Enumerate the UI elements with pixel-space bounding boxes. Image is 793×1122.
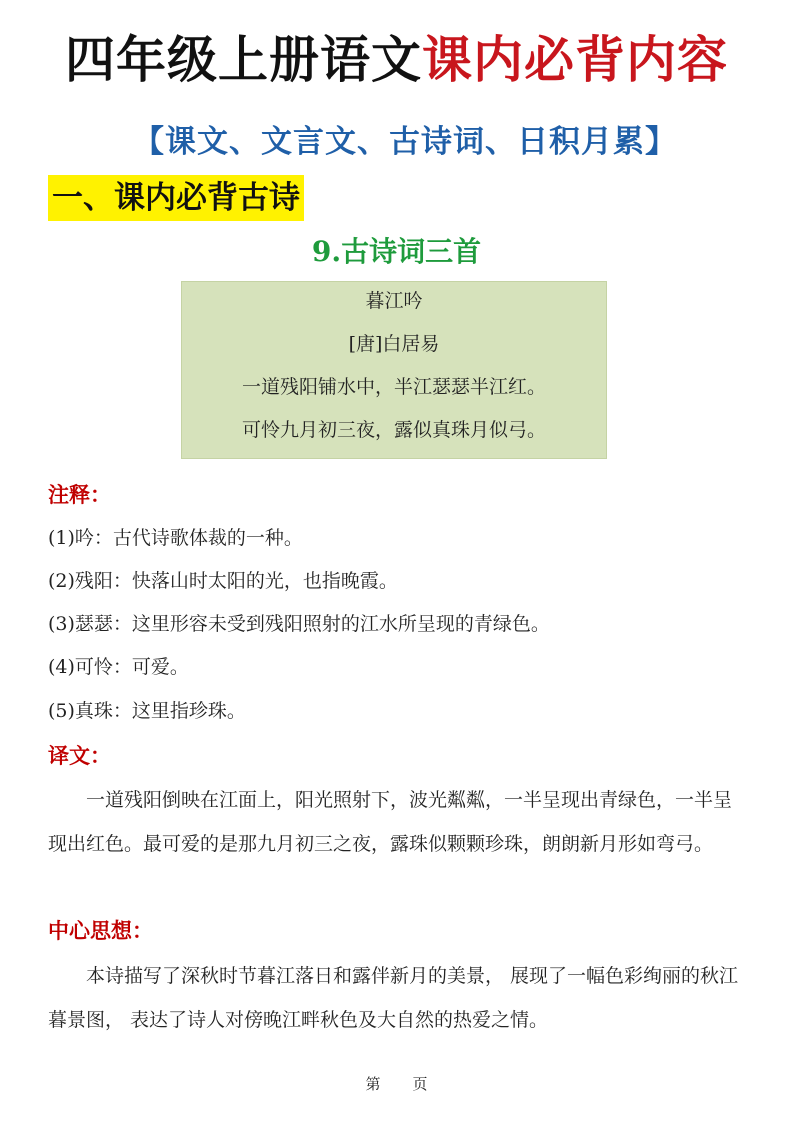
page-title [0, 28, 793, 92]
note-item: (3)瑟瑟：这里形容未受到残阳照射的江水所呈现的青绿色。 [48, 613, 550, 635]
lesson-title: 9.古诗词三首 [311, 235, 482, 268]
note-item: (1)吟：古代诗歌体裁的一种。 [48, 527, 303, 549]
translation-label: 译文： [48, 744, 111, 768]
poem-box [181, 281, 607, 459]
page-title-red: 课内必背内容 [422, 31, 728, 89]
footer-right: 页 [412, 1075, 428, 1093]
central-idea-label: 中心思想： [48, 919, 153, 943]
page-footer [0, 1072, 793, 1096]
section-heading: 一、课内必背古诗 [48, 175, 304, 221]
note-item: (2)残阳：快落山时太阳的光，也指晚霞。 [48, 570, 398, 592]
note-item: (5)真珠：这里指珍珠。 [48, 700, 246, 722]
page-subtitle: 【课文、文言文、古诗词、日积月累】 [133, 124, 677, 160]
poem-author: [唐]白居易 [348, 333, 440, 355]
page-title-black: 四年级上册语文 [65, 31, 422, 89]
note-item: (4)可怜：可爱。 [48, 656, 189, 678]
central-idea-text: 本诗描写了深秋时节暮江落日和露伴新月的美景， 展现了一幅色彩绚丽的秋江暮景图， 表达了诗人对傍晚江畔秋色及大自然的热爱之情。 [48, 965, 739, 1031]
poem-line-1: 一道残阳铺水中，半江瑟瑟半江红。 [241, 376, 546, 398]
translation-text: 一道残阳倒映在江面上，阳光照射下，波光粼粼，一半呈现出青绿色，一半呈现出红色。最可爱的是那九月初三之夜，露珠似颗颗珍珠，朗朗新月形如弯弓。 [48, 789, 733, 855]
poem-line-2: 可怜九月初三夜，露似真珠月似弓。 [241, 419, 546, 441]
poem-title: 暮江吟 [365, 290, 423, 312]
footer-left: 第 [365, 1075, 381, 1093]
notes-label: 注释： [48, 483, 111, 507]
